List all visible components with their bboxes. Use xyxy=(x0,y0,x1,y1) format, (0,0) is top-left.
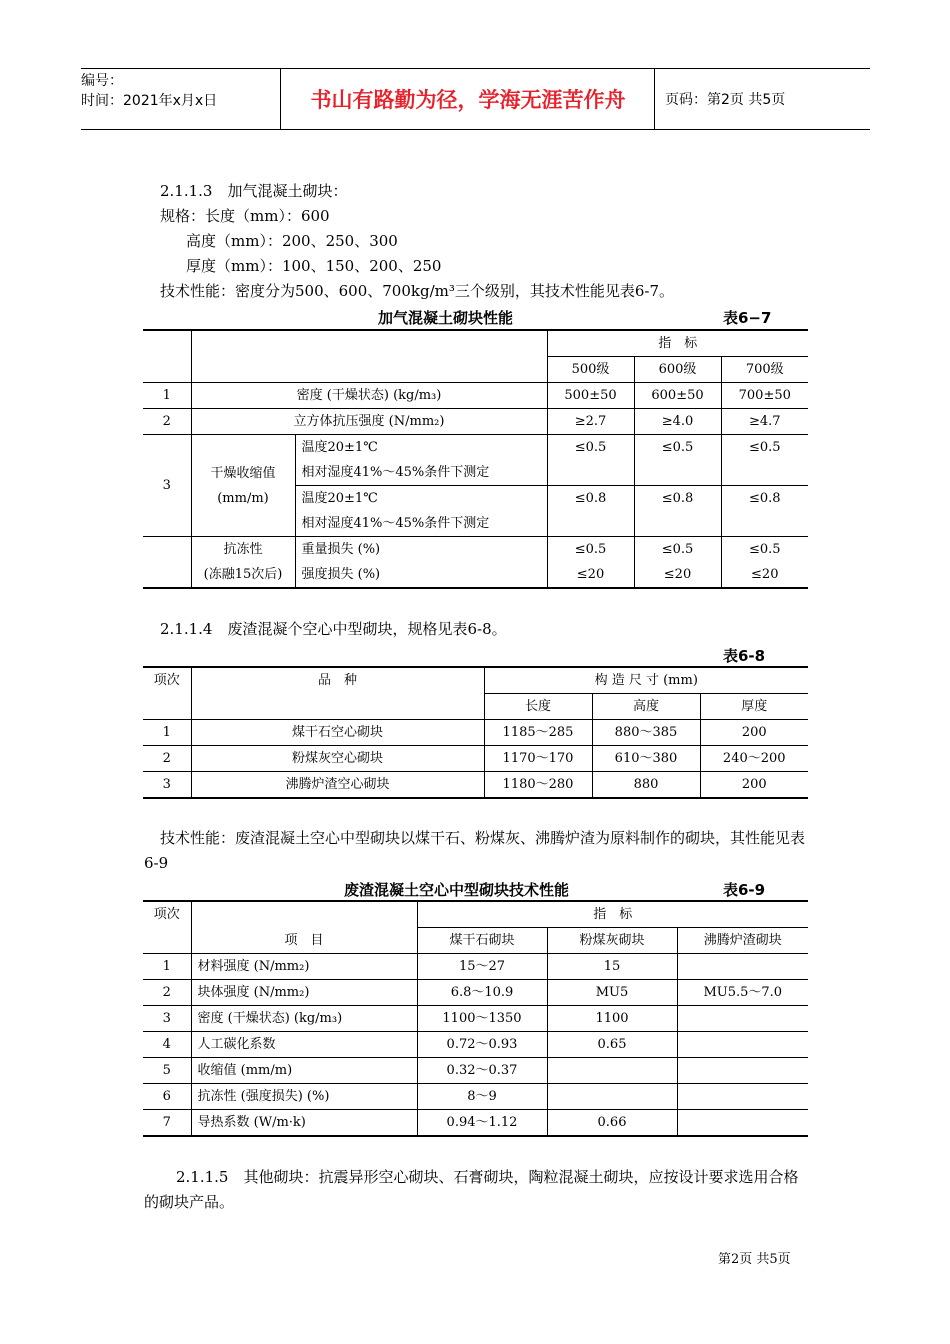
value: ≥4.0 xyxy=(634,409,721,435)
sub-col-height: 高度 xyxy=(592,694,700,720)
row-no: 3 xyxy=(143,435,191,537)
v2: 1100 xyxy=(547,1006,677,1032)
value: ≤0.5 xyxy=(634,435,721,486)
item: 块体强度 (N/mm₂) xyxy=(191,980,417,1006)
row-no: 3 xyxy=(143,772,191,799)
row-no: 7 xyxy=(143,1110,191,1137)
condition-line: 重量损失 (%) xyxy=(301,542,381,557)
item: 导热系数 (W/m·k) xyxy=(191,1110,417,1137)
v1: 0.72～0.93 xyxy=(417,1032,547,1058)
row-no: 2 xyxy=(143,980,191,1006)
v3 xyxy=(677,1058,808,1084)
row-no-empty xyxy=(143,537,191,589)
value: ≤20 xyxy=(576,567,605,582)
value: ≤0.5 xyxy=(547,435,634,486)
row-no: 6 xyxy=(143,1084,191,1110)
sub-col-length: 长度 xyxy=(484,694,592,720)
condition-cell xyxy=(295,435,547,486)
row-no: 3 xyxy=(143,1006,191,1032)
page-header xyxy=(81,68,870,130)
kind: 煤干石空心砌块 xyxy=(191,720,484,746)
time-label: 时间：2021年x月x日 xyxy=(81,93,218,109)
group-shrinkage xyxy=(191,435,295,537)
spec-thickness: 厚度（mm）：100、150、200、250 xyxy=(186,257,442,275)
value: ≤0.5 xyxy=(721,435,808,486)
value-pair xyxy=(634,537,721,589)
value-pair xyxy=(547,537,634,589)
group-line: (冻融15次后) xyxy=(203,567,283,582)
length: 1180～280 xyxy=(484,772,592,799)
indicator-header: 指 标 xyxy=(417,901,808,928)
value-pair xyxy=(721,537,808,589)
item: 材料强度 (N/mm₂) xyxy=(191,954,417,980)
section-214-heading: 2.1.1.4 废渣混凝个空心中型砌块，规格见表6-8。 xyxy=(160,620,507,638)
group-line: 干燥收缩值 xyxy=(210,465,276,481)
value: ≥2.7 xyxy=(547,409,634,435)
header-page: 页码：第2页 共5页 xyxy=(665,92,786,108)
row-no: 4 xyxy=(143,1032,191,1058)
col-no-header: 项次 xyxy=(143,901,191,954)
height: 880 xyxy=(592,772,700,799)
v3 xyxy=(677,1084,808,1110)
row-no: 2 xyxy=(143,409,191,435)
table68-number: 表6-8 xyxy=(723,647,766,665)
value: ≤20 xyxy=(751,567,779,582)
condition-line: 温度20±1℃ xyxy=(301,491,378,506)
footer-page: 第2页 共5页 xyxy=(718,1252,791,1267)
v3 xyxy=(677,954,808,980)
condition-line: 相对湿度41%～45%条件下测定 xyxy=(301,465,490,480)
thickness: 240～200 xyxy=(700,746,808,772)
item: 密度 (干燥状态) (kg/m₃) xyxy=(191,1006,417,1032)
row-item: 密度 (干燥状态) (kg/m₃) xyxy=(191,383,547,409)
item: 人工碳化系数 xyxy=(191,1032,417,1058)
condition-cell xyxy=(295,486,547,537)
item: 收缩值 (mm/m) xyxy=(191,1058,417,1084)
item: 抗冻性 (强度损失) (%) xyxy=(191,1084,417,1110)
v2: 0.66 xyxy=(547,1110,677,1137)
height: 880～385 xyxy=(592,720,700,746)
row-no: 1 xyxy=(143,720,191,746)
spec-length: 规格：长度（mm）：600 xyxy=(160,207,330,225)
v1: 8～9 xyxy=(417,1084,547,1110)
value: 700±50 xyxy=(721,383,808,409)
value: ≤0.5 xyxy=(748,542,781,557)
sub-col: 煤干石砌块 xyxy=(417,928,547,954)
value: 500±50 xyxy=(547,383,634,409)
tech-performance-2: 技术性能：废渣混凝土空心中型砌块以煤干石、粉煤灰、沸腾炉渣为原料制作的砌块，其性能见表6-9 xyxy=(144,829,806,872)
condition-line: 相对湿度41%～45%条件下测定 xyxy=(301,516,490,531)
grade-700: 700级 xyxy=(721,357,808,383)
v2: 15 xyxy=(547,954,677,980)
header-meta xyxy=(81,69,281,129)
table69-number: 表6-9 xyxy=(723,881,766,899)
v1: 0.32～0.37 xyxy=(417,1058,547,1084)
tech-performance-1: 技术性能：密度分为500、600、700kg/m³三个级别，其技术性能见表6-7。 xyxy=(160,282,675,300)
section-213-heading: 2.1.1.3 加气混凝土砌块： xyxy=(160,182,348,200)
row-no: 5 xyxy=(143,1058,191,1084)
group-line: (mm/m) xyxy=(217,490,269,506)
height: 610～380 xyxy=(592,746,700,772)
col-kind-header: 品 种 xyxy=(191,667,484,720)
row-no: 1 xyxy=(143,954,191,980)
col-item-header: 项 目 xyxy=(191,901,417,954)
v2 xyxy=(547,1084,677,1110)
table69-title: 废渣混凝土空心中型砌块技术性能 xyxy=(344,881,570,899)
v3 xyxy=(677,1006,808,1032)
v1: 15～27 xyxy=(417,954,547,980)
sub-col-thickness: 厚度 xyxy=(700,694,808,720)
group-line: 抗冻性 xyxy=(223,542,263,557)
table67-corner xyxy=(143,330,191,383)
col-no-header: 项次 xyxy=(143,667,191,720)
grade-600: 600级 xyxy=(634,357,721,383)
sub-col: 粉煤灰砌块 xyxy=(547,928,677,954)
length: 1170～170 xyxy=(484,746,592,772)
v3 xyxy=(677,1032,808,1058)
sub-col: 沸腾炉渣砌块 xyxy=(677,928,808,954)
condition-line: 强度损失 (%) xyxy=(301,567,381,582)
v3 xyxy=(677,1110,808,1137)
v2 xyxy=(547,1058,677,1084)
kind: 粉煤灰空心砌块 xyxy=(191,746,484,772)
value: ≤0.5 xyxy=(661,542,694,557)
row-item: 立方体抗压强度 (N/mm₂) xyxy=(191,409,547,435)
v2: 0.65 xyxy=(547,1032,677,1058)
value: 600±50 xyxy=(634,383,721,409)
spec-height: 高度（mm）：200、250、300 xyxy=(186,232,398,250)
v1: 0.94～1.12 xyxy=(417,1110,547,1137)
thickness: 200 xyxy=(700,772,808,799)
group-frost xyxy=(191,537,295,589)
condition-line: 温度20±1℃ xyxy=(301,440,378,455)
v2: MU5 xyxy=(547,980,677,1006)
length: 1185～285 xyxy=(484,720,592,746)
row-no: 1 xyxy=(143,383,191,409)
table67 xyxy=(143,329,808,589)
value: ≤0.8 xyxy=(634,486,721,537)
number-label: 编号： xyxy=(81,73,123,89)
table67-indicator-header: 指 标 xyxy=(547,330,808,357)
v1: 1100～1350 xyxy=(417,1006,547,1032)
thickness: 200 xyxy=(700,720,808,746)
section-215: 2.1.1.5 其他砌块：抗震异形空心砌块、石膏砌块，陶粒混凝土砌块，应按设计要求选用合格的砌块产品。 xyxy=(144,1168,799,1211)
kind: 沸腾炉渣空心砌块 xyxy=(191,772,484,799)
value: ≤20 xyxy=(663,567,692,582)
v3: MU5.5～7.0 xyxy=(677,980,808,1006)
value: ≤0.8 xyxy=(547,486,634,537)
table67-number: 表6−7 xyxy=(723,309,772,327)
table69 xyxy=(143,900,808,1137)
value: ≤0.8 xyxy=(721,486,808,537)
col-size-header: 构 造 尺 寸 (mm) xyxy=(484,667,808,694)
v1: 6.8～10.9 xyxy=(417,980,547,1006)
row-no: 2 xyxy=(143,746,191,772)
condition-cell xyxy=(295,537,547,589)
value: ≥4.7 xyxy=(721,409,808,435)
value: ≤0.5 xyxy=(574,542,607,557)
grade-500: 500级 xyxy=(547,357,634,383)
table68 xyxy=(143,666,808,799)
header-motto: 书山有路勤为径，学海无涯苦作舟 xyxy=(282,69,655,129)
table67-title: 加气混凝土砌块性能 xyxy=(378,309,514,327)
table67-item-header xyxy=(191,330,547,383)
